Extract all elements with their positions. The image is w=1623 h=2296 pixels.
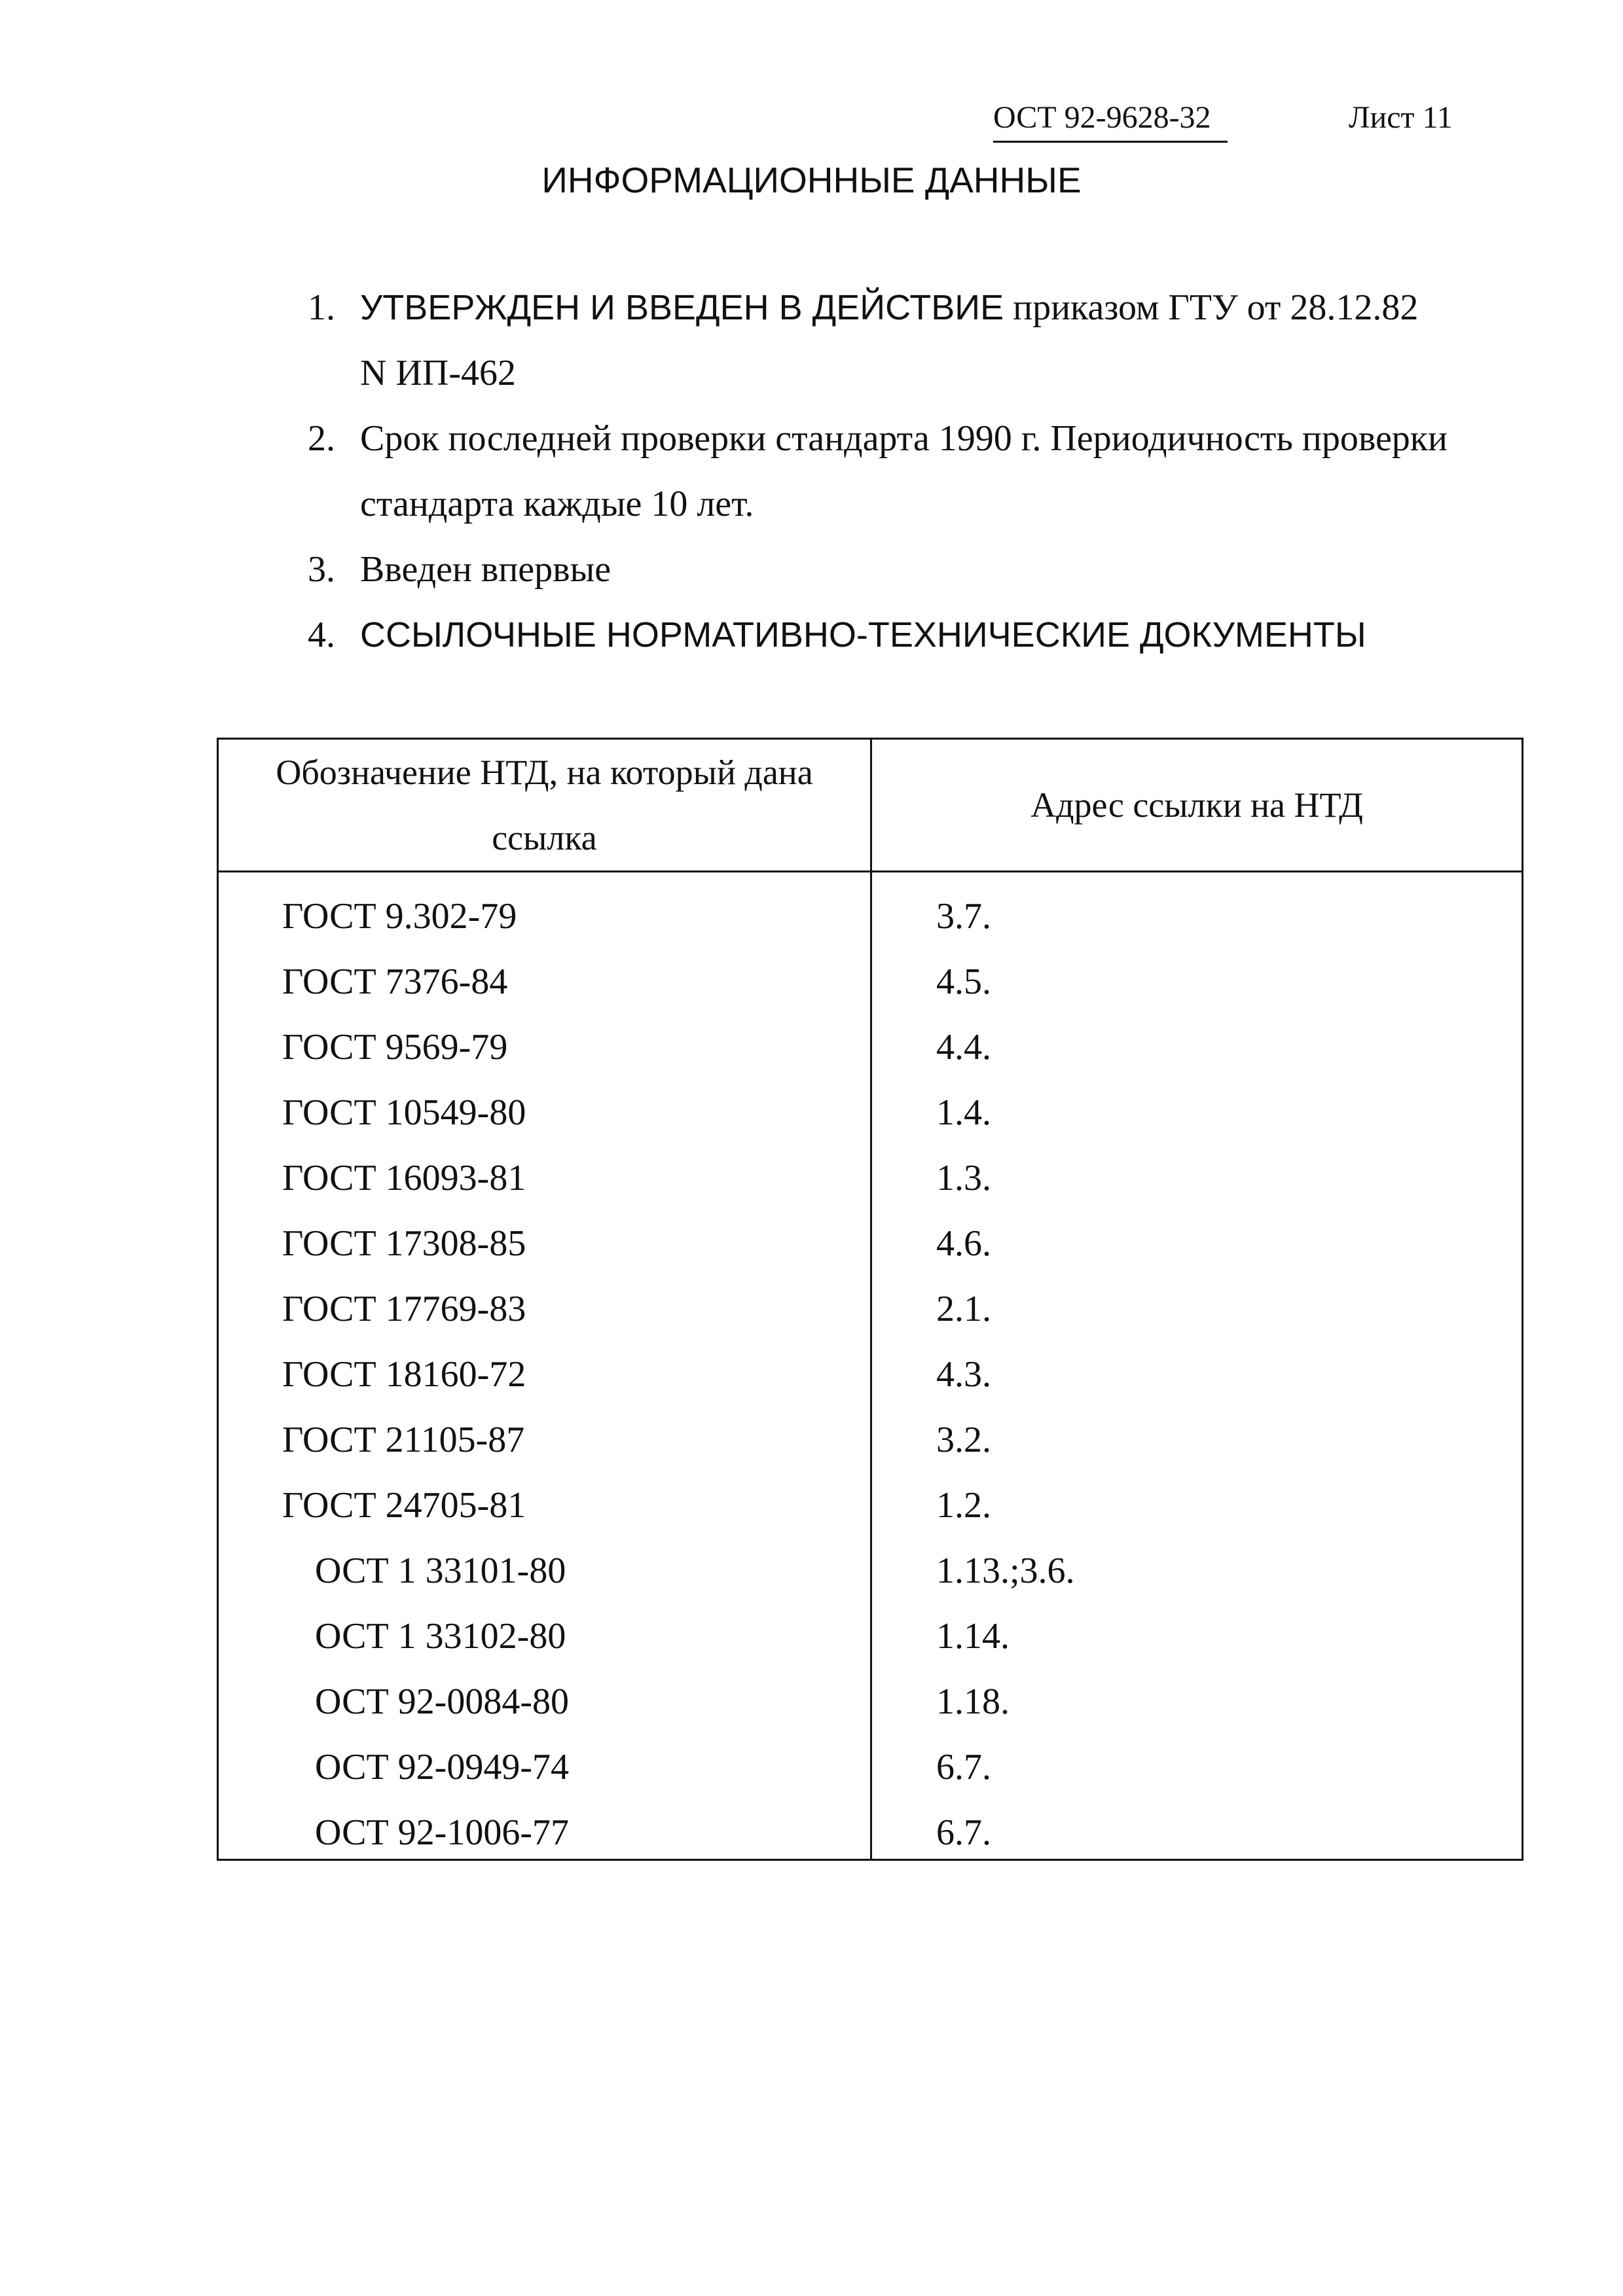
list-item-number: 3. bbox=[308, 549, 335, 590]
document-number: ОСТ 92-9628-32 bbox=[993, 95, 1228, 143]
table-cell-designation: ГОСТ 17308-85 bbox=[282, 1223, 526, 1264]
table-column-divider bbox=[870, 740, 872, 1859]
table-cell-designation: ГОСТ 10549-80 bbox=[282, 1092, 526, 1133]
table-cell-designation: ГОСТ 9.302-79 bbox=[282, 896, 517, 937]
page-title: ИНФОРМАЦИОННЫЕ ДАННЫЕ bbox=[541, 160, 1082, 200]
table-cell-designation: ГОСТ 9569-79 bbox=[282, 1027, 508, 1067]
table-cell-designation: ГОСТ 16093-81 bbox=[282, 1158, 526, 1198]
table-cell-designation: ОСТ 1 33102-80 bbox=[315, 1616, 566, 1657]
table-cell-address: 1.2. bbox=[936, 1485, 991, 1526]
table-cell-designation: ОСТ 92-0084-80 bbox=[315, 1681, 569, 1722]
list-item-text-rest: приказом ГТУ от 28.12.82 bbox=[1004, 287, 1419, 328]
list-item-caps-text: УТВЕРЖДЕН И ВВЕДЕН В ДЕЙСТВИЕ bbox=[360, 288, 1004, 327]
table-cell-address: 3.2. bbox=[936, 1420, 991, 1460]
table-cell-address: 1.14. bbox=[936, 1616, 1010, 1657]
table-cell-address: 2.1. bbox=[936, 1289, 991, 1329]
table-header-address: Адрес ссылки на НТД bbox=[1030, 785, 1363, 825]
list-item-text-line2: стандарта каждые 10 лет. bbox=[360, 484, 754, 524]
table-cell-designation: ГОСТ 24705-81 bbox=[282, 1485, 526, 1526]
reference-table bbox=[217, 738, 1523, 1861]
table-cell-address: 6.7. bbox=[936, 1747, 991, 1787]
table-cell-address: 4.5. bbox=[936, 961, 991, 1002]
table-cell-address: 1.13.;3.6. bbox=[936, 1551, 1075, 1591]
table-cell-designation: ОСТ 1 33101-80 bbox=[315, 1551, 566, 1591]
table-cell-address: 6.7. bbox=[936, 1812, 991, 1853]
table-cell-designation: ОСТ 92-0949-74 bbox=[315, 1747, 569, 1787]
list-item-text-line2: N ИП-462 bbox=[360, 353, 516, 393]
list-item-number: 4. bbox=[308, 615, 335, 655]
table-cell-address: 1.3. bbox=[936, 1158, 991, 1198]
table-cell-address: 4.3. bbox=[936, 1354, 991, 1395]
sheet-number: Лист 11 bbox=[1349, 100, 1453, 135]
table-cell-address: 1.4. bbox=[936, 1092, 991, 1133]
table-cell-designation: ОСТ 92-1006-77 bbox=[315, 1812, 569, 1853]
table-cell-designation: ГОСТ 18160-72 bbox=[282, 1354, 526, 1395]
table-cell-address: 3.7. bbox=[936, 896, 991, 937]
table-header-divider bbox=[219, 870, 1522, 872]
list-item-text: Введен впервые bbox=[360, 549, 611, 590]
table-cell-address: 4.6. bbox=[936, 1223, 991, 1264]
list-item-text bbox=[360, 275, 1539, 340]
table-cell-address: 4.4. bbox=[936, 1027, 991, 1067]
list-item-number: 1. bbox=[308, 287, 335, 328]
table-cell-designation: ГОСТ 21105-87 bbox=[282, 1420, 525, 1460]
list-item-number: 2. bbox=[308, 418, 335, 459]
table-header-designation-line2: ссылка bbox=[492, 818, 597, 857]
table-cell-designation: ГОСТ 7376-84 bbox=[282, 961, 508, 1002]
table-header-designation-line1: Обозначение НТД, на который дана bbox=[276, 753, 813, 792]
list-item-text: Срок последней проверки стандарта 1990 г. Периодичность проверки bbox=[360, 418, 1448, 459]
list-item-text: ССЫЛОЧНЫЕ НОРМАТИВНО-ТЕХНИЧЕСКИЕ ДОКУМЕНТЫ bbox=[360, 615, 1366, 655]
table-cell-designation: ГОСТ 17769-83 bbox=[282, 1289, 526, 1329]
table-header-designation bbox=[219, 740, 870, 870]
table-cell-address: 1.18. bbox=[936, 1681, 1010, 1722]
